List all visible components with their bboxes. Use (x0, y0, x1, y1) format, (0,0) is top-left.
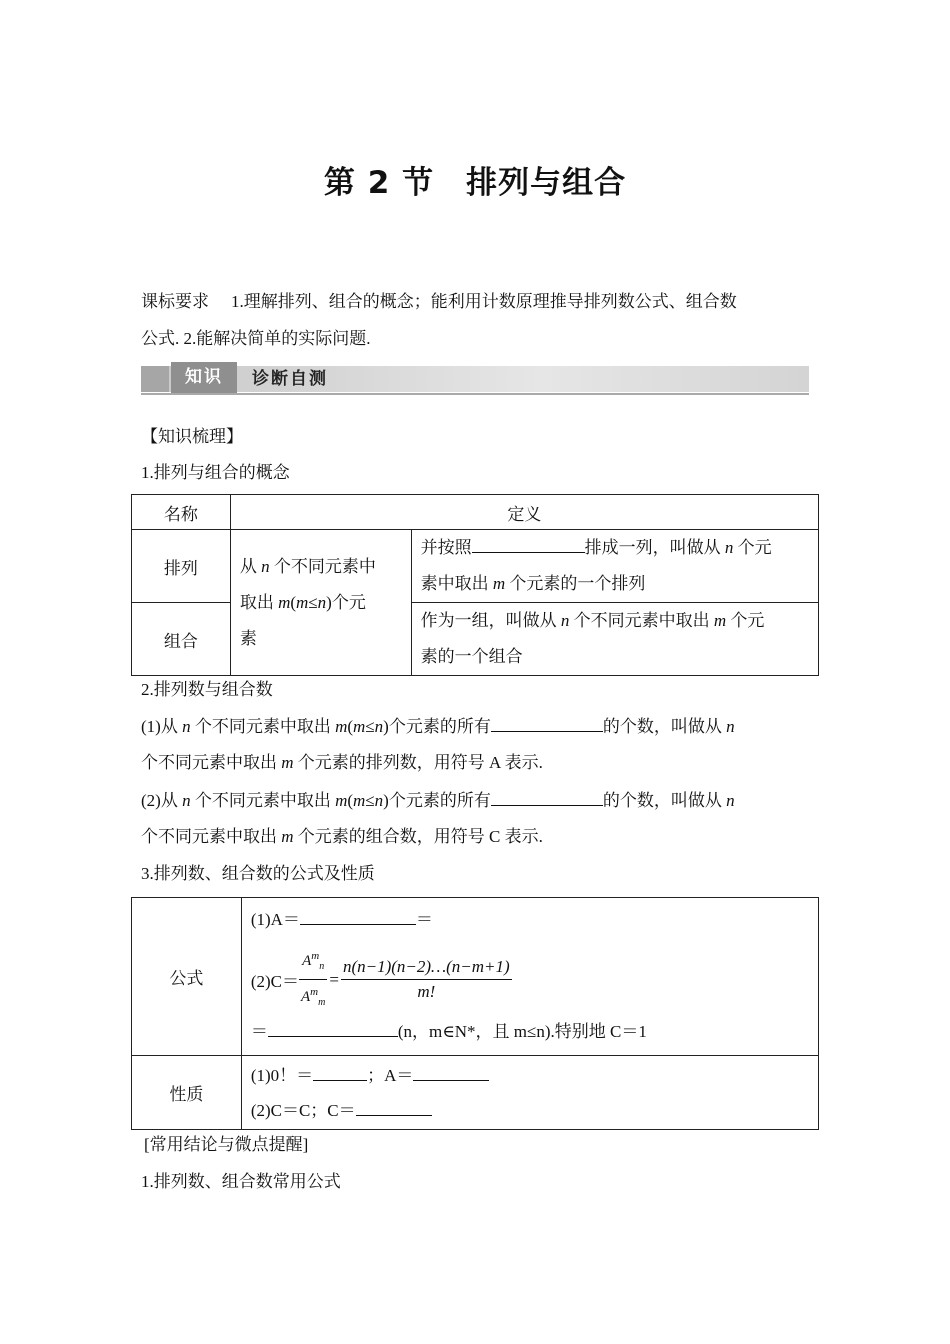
formula-label: 公式 (132, 898, 242, 1056)
section-2-heading: 2.排列数与组合数 (141, 680, 273, 699)
section-2-p1-line1: (1)从 n 个不同元素中取出 m(m≤n)个元素的所有 的个数，叫做从 n (141, 714, 735, 739)
section-3-heading: 3.排列数、组合数的公式及性质 (141, 864, 375, 883)
fraction-product-over-factorial: $\frac{n(n-1)(n-2)\dots(n-m+1)}{m!}$ (342, 957, 510, 1001)
blank (356, 1098, 432, 1116)
property-1: (1)0！＝ ；A＝ (251, 1058, 818, 1093)
requirements-line-2: 公式. 2.能解决简单的实际问题. (141, 329, 371, 348)
common-conclusions-header: [常用结论与微点提醒] (144, 1135, 309, 1154)
blank (491, 714, 603, 732)
property-cell (241, 1056, 818, 1130)
formula-2: (2)C＝ $\frac{A^m_n}{A^m_m}$ = $\frac{n(n-1)(n-2)\dots(n-m+1)}{m!}$ (251, 947, 818, 1013)
blank (313, 1063, 367, 1081)
common-definition-cell: 从 n 个不同元素中 取出 m(m≤n)个元 素 (230, 530, 411, 676)
banner-label: 诊断自测 (252, 369, 328, 389)
formula-1: (1)A＝ ＝ (251, 907, 818, 937)
section-banner (141, 362, 809, 394)
requirements-line-1 (141, 290, 737, 314)
header-definition: 定义 (230, 495, 818, 530)
row-permutation-name: 排列 (132, 530, 231, 603)
fraction-a-over-a: $\frac{A^m_n}{A^m_m}$ (299, 944, 327, 1015)
permutation-definition: 并按照 排成一列，叫做从 n 个元 素中取出 m 个元素的一个排列 (411, 530, 818, 603)
section-2-p2-line1: (2)从 n 个不同元素中取出 m(m≤n)个元素的所有 的个数，叫做从 n (141, 788, 735, 813)
header-name: 名称 (132, 495, 231, 530)
knowledge-header: 【知识梳理】 (141, 427, 243, 446)
section-2-p1-line2: 个不同元素中取出 m 个元素的排列数，用符号 A 表示. (141, 753, 543, 772)
combination-definition: 作为一组，叫做从 n 个不同元素中取出 m 个元 素的一个组合 (411, 603, 818, 676)
requirements-text-1: 1.理解排列、组合的概念；能利用计数原理推导排列数公式、组合数 (231, 292, 737, 311)
blank (300, 907, 416, 925)
section-1-heading: 1.排列与组合的概念 (141, 463, 290, 482)
blank (413, 1063, 489, 1081)
section-4-heading: 1.排列数、组合数常用公式 (141, 1172, 341, 1191)
formula-cell (241, 898, 818, 1056)
property-2: (2)C＝C；C＝ (251, 1093, 818, 1128)
banner-tag: 知识 (171, 362, 237, 393)
concept-table (131, 494, 819, 676)
requirements-label: 课标要求 (141, 292, 209, 311)
blank (472, 535, 585, 553)
property-label: 性质 (132, 1056, 242, 1130)
page-title: 第 2 节 排列与组合 (323, 165, 627, 201)
row-combination-name: 组合 (132, 603, 231, 676)
formula-table (131, 897, 819, 1130)
section-2-p2-line2: 个不同元素中取出 m 个元素的组合数，用符号 C 表示. (141, 827, 543, 846)
formula-3: ＝ (n，m∈N*，且 m≤n).特别地 C＝1 (251, 1017, 818, 1047)
blank (491, 788, 603, 806)
blank (268, 1019, 398, 1037)
